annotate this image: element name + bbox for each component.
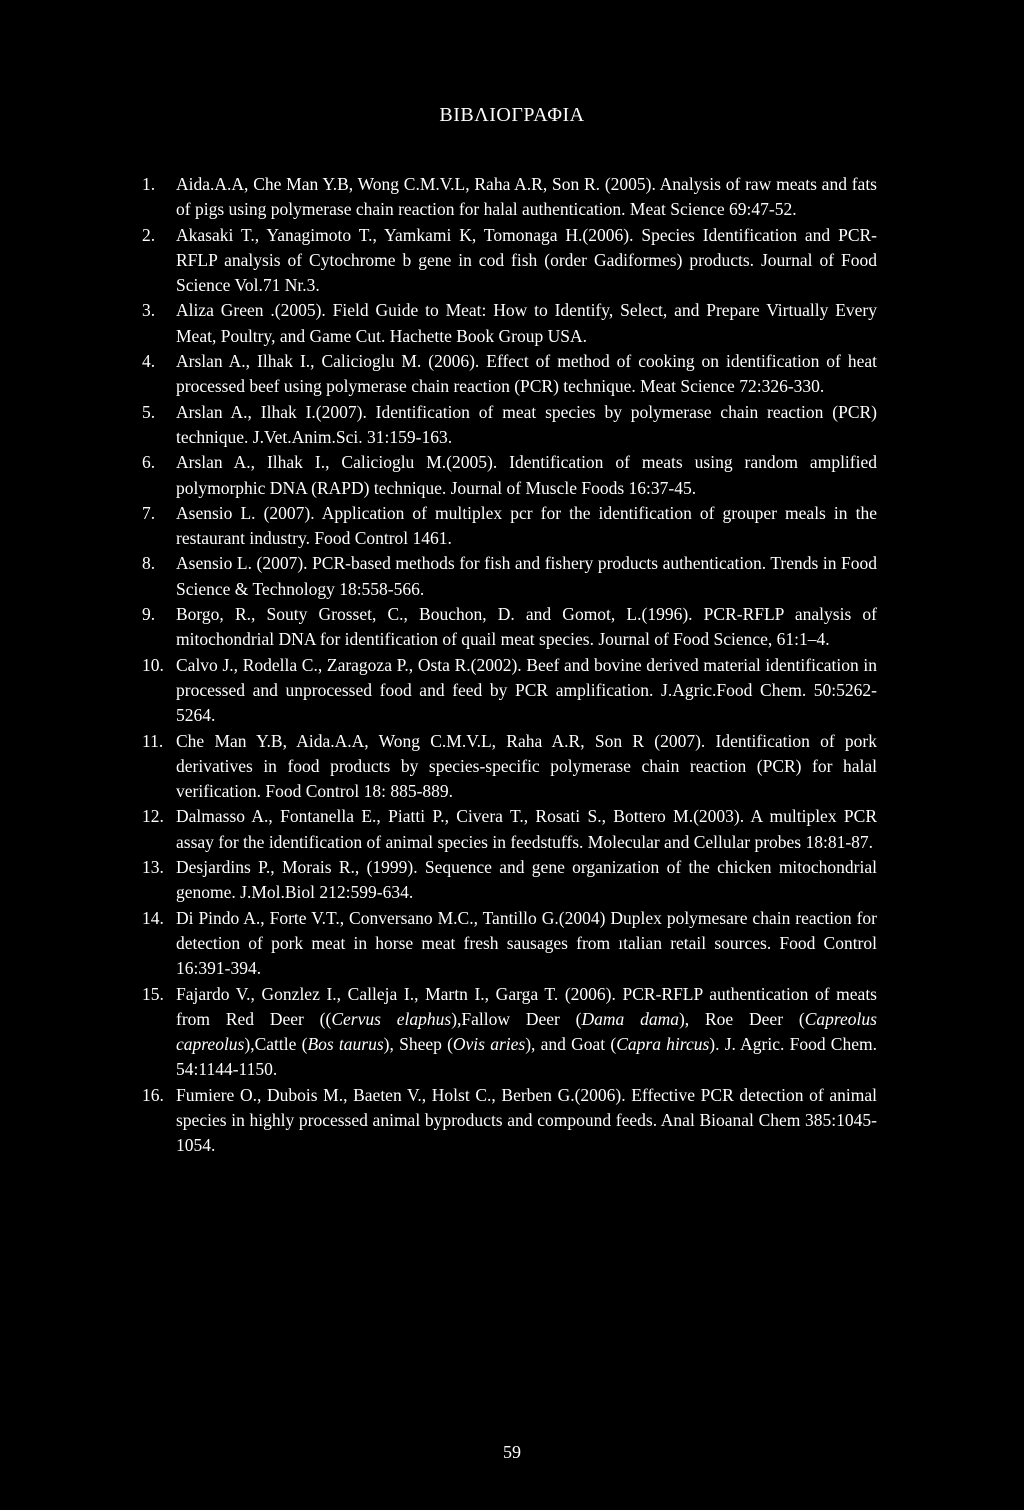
reference-number: 4.: [142, 351, 156, 372]
reference-list: [142, 172, 877, 1159]
reference-text: Asensio L. (2007). Application of multiplex pcr for the identification of grouper meals in the restaurant industry. Food Control 1461.: [176, 502, 877, 549]
reference-text: Fumiere O., Dubois M., Baeten V., Holst C., Berben G.(2006). Effective PCR detection of animal species in highly processed animal byproducts and compound feeds. Anal Bioanal Chem 385:1045-1054.: [176, 1084, 877, 1156]
reference-item: [142, 298, 877, 349]
reference-text: Aliza Green .(2005). Field Guide to Meat: How to Identify, Select, and Prepare Virtually Every Meat, Poultry, and Game Cut. Hachette Book Group USA.: [176, 300, 877, 346]
reference-number: 7.: [142, 502, 156, 523]
reference-number: 9.: [142, 604, 156, 625]
reference-number: 11.: [142, 730, 164, 751]
reference-text: Borgo, R., Souty Grosset, C., Bouchon, D. and Gomot, L.(1996). PCR-RFLP analysis of mitochondrial DNA for identification of quail meat species. Journal of Food Science, 61:1–4.: [176, 604, 877, 650]
reference-item: [142, 400, 877, 451]
reference-item: [142, 906, 877, 982]
reference-text: Arslan A., Ilhak I., Calicioglu M.(2005). Identification of meats using random amplified polymorphic DNA (RAPD) technique. Journal of Muscle Foods 16:37-45.: [176, 452, 877, 498]
reference-number: 3.: [142, 300, 156, 321]
reference-number: 5.: [142, 401, 156, 422]
reference-item: [142, 729, 877, 805]
reference-item: [142, 1083, 877, 1159]
reference-number: 16.: [142, 1084, 164, 1105]
reference-item: [142, 551, 877, 602]
reference-text: Che Man Y.B, Aida.A.A, Wong C.M.V.L, Raha A.R, Son R (2007). Identification of pork derivatives in food products by species-specific polymerase chain reaction (PCR) for halal verification. Food Control 18: 885-889.: [176, 730, 877, 802]
reference-item: [142, 223, 877, 299]
reference-number: 14.: [142, 907, 164, 928]
reference-number: 12.: [142, 806, 164, 827]
reference-item: [142, 501, 877, 552]
reference-text: Dalmasso A., Fontanella E., Piatti P., Civera T., Rosati S., Bottero M.(2003). A multiplex PCR assay for the identification of animal species in feedstuffs. Molecular and Cellular probes 18:81-87.: [176, 806, 877, 852]
reference-item: [142, 450, 877, 501]
reference-text: Calvo J., Rodella C., Zaragoza P., Osta R.(2002). Beef and bovine derived material identification in processed and unprocessed food and feed by PCR amplification. J.Agric.Food Chem. 50:5262-5264.: [176, 654, 877, 726]
reference-number: 6.: [142, 452, 156, 473]
reference-text: Arslan A., Ilhak I.(2007). Identification of meat species by polymerase chain reaction (PCR) technique. J.Vet.Anim.Sci. 31:159-163.: [176, 401, 877, 447]
reference-text: Asensio L. (2007). PCR-based methods for fish and fishery products authentication. Trends in Food Science & Technology 18:558-566.: [176, 553, 877, 599]
reference-number: 13.: [142, 857, 164, 878]
reference-number: 1.: [142, 174, 156, 194]
reference-number: 8.: [142, 553, 156, 574]
reference-item: [142, 602, 877, 653]
reference-text: Di Pindo A., Forte V.T., Conversano M.C., Tantillo G.(2004) Duplex polymesare chain reaction for detection of pork meat in horse meat fresh sausages from ıtalian retail sources. Food Control 16:391-394.: [176, 907, 877, 979]
page-title: ΒΙΒΛΙΟΓΡΑΦΙΑ: [439, 104, 585, 126]
reference-item: [142, 653, 877, 729]
reference-text: Arslan A., Ilhak I., Calicioglu M. (2006). Effect of method of cooking on identification of heat processed beef using polymerase chain reaction (PCR) technique. Meat Science 72:326-330.: [176, 351, 877, 397]
reference-text: Fajardo V., Gonzlez I., Calleja I., Martn I., Garga T. (2006). PCR-RFLP authentication of meats from Red Deer ((Cervus elaphus),Fallow Deer (Dama dama), Roe Deer (Capreolus capreolus),Cattle (Bos taurus), Sheep (Ovis aries), and Goat (Capra hircus). J. Agric. Food Chem. 54:1144-1150.: [176, 983, 877, 1080]
reference-text: Akasaki T., Yanagimoto T., Yamkami K, Tomonaga H.(2006). Species Identification and PCR-RFLP analysis of Cytochrome b gene in cod fish (order Gadiformes) products. Journal of Food Science Vol.71 Nr.3.: [176, 224, 877, 296]
reference-item: [142, 804, 877, 855]
reference-item: [142, 982, 877, 1083]
reference-text: Aida.A.A, Che Man Y.B, Wong C.M.V.L, Raha A.R, Son R. (2005). Analysis of raw meats and fats of pigs using polymerase chain reaction for halal authentication. Meat Science 69:47-52.: [176, 174, 877, 220]
reference-number: 2.: [142, 224, 156, 245]
reference-item: [142, 172, 877, 223]
reference-item: [142, 855, 877, 906]
reference-number: 15.: [142, 983, 164, 1004]
page-number: 59: [503, 1442, 521, 1462]
reference-number: 10.: [142, 654, 164, 675]
reference-item: [142, 349, 877, 400]
reference-text: Desjardins P., Morais R., (1999). Sequence and gene organization of the chicken mitochondrial genome. J.Mol.Biol 212:599-634.: [176, 857, 877, 903]
